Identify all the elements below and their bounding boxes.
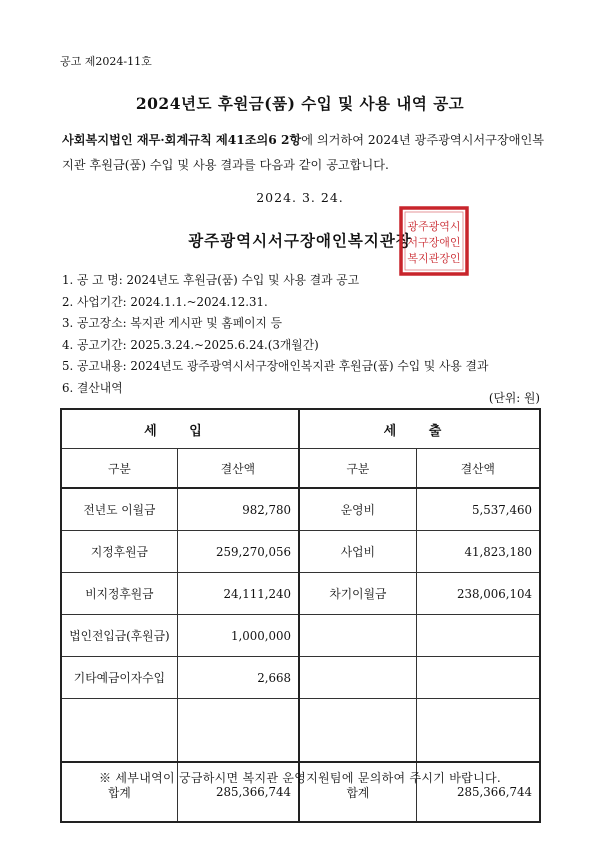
income-category-header: 구분 xyxy=(61,449,177,489)
expense-label xyxy=(299,615,416,657)
table-row xyxy=(61,657,540,699)
organization-name: 광주광역시서구장애인복지관장 xyxy=(188,231,412,250)
item-notice-period: 4. 공고기간: 2025.3.24.~2025.6.24.(3개월간) xyxy=(62,337,319,352)
income-amount: 259,270,056 xyxy=(177,531,299,573)
expense-header: 세 출 xyxy=(299,409,540,449)
expense-label xyxy=(299,699,416,763)
item-name: 1. 공 고 명: 2024년도 후원금(품) 수입 및 사용 결과 공고 xyxy=(62,273,360,287)
expense-label: 사업비 xyxy=(299,531,416,573)
income-amount: 1,000,000 xyxy=(177,615,299,657)
income-label: 지정후원금 xyxy=(61,531,177,573)
income-header: 세 입 xyxy=(61,409,299,449)
item-content: 5. 공고내용: 2024년도 광주광역시서구장애인복지관 후원금(품) 수입 및 사용 결과 xyxy=(62,359,489,373)
table-row xyxy=(61,531,540,573)
income-amount-header: 결산액 xyxy=(177,449,299,489)
expense-amount xyxy=(416,699,540,763)
income-total-amount: 285,366,744 xyxy=(177,762,299,822)
intro-text: 에 의거하여 2024년 광주광역시서구장애인복지관 후원금(품) 수입 및 사용 결과를 다음과 같이 공고합니다. xyxy=(62,133,545,172)
intro-paragraph xyxy=(62,128,552,178)
table-row-empty xyxy=(61,699,540,763)
intro-regulation: 사회복지법인 재무·회계규칙 제41조의6 2항 xyxy=(62,133,302,147)
expense-amount: 238,006,104 xyxy=(416,573,540,615)
income-label: 기타예금이자수입 xyxy=(61,657,177,699)
item-location: 3. 공고장소: 복지관 게시판 및 홈페이지 등 xyxy=(62,316,283,330)
document-title: 2024년도 후원금(품) 수입 및 사용 내역 공고 xyxy=(135,94,465,113)
seal-line-3: 복지관장인 xyxy=(407,252,461,265)
income-total-label: 합계 xyxy=(61,762,177,822)
publication-date: 2024. 3. 24. xyxy=(256,190,344,205)
item-period: 2. 사업기간: 2024.1.1.~2024.12.31. xyxy=(62,294,268,309)
seal-line-2: 서구장애인 xyxy=(407,236,461,249)
expense-category-header: 구분 xyxy=(299,449,416,489)
income-amount: 982,780 xyxy=(177,488,299,531)
expense-label: 운영비 xyxy=(299,488,416,531)
official-seal-icon xyxy=(398,205,470,277)
income-label: 비지정후원금 xyxy=(61,573,177,615)
settlement-table xyxy=(60,408,541,823)
income-amount: 2,668 xyxy=(177,657,299,699)
expense-amount xyxy=(416,615,540,657)
income-label: 법인전입금(후원금) xyxy=(61,615,177,657)
seal-line-1: 광주광역시 xyxy=(407,220,461,233)
expense-amount: 5,537,460 xyxy=(416,488,540,531)
expense-total-amount: 285,366,744 xyxy=(416,762,540,822)
item-settlement: 6. 결산내역 xyxy=(62,380,123,395)
expense-label: 차기이월금 xyxy=(299,573,416,615)
table-row xyxy=(61,573,540,615)
income-label: 전년도 이월금 xyxy=(61,488,177,531)
expense-amount: 41,823,180 xyxy=(416,531,540,573)
expense-amount-header: 결산액 xyxy=(416,449,540,489)
expense-label xyxy=(299,657,416,699)
expense-amount xyxy=(416,657,540,699)
announcement-items xyxy=(62,270,552,399)
table-row xyxy=(61,615,540,657)
income-amount xyxy=(177,699,299,763)
table-row xyxy=(61,488,540,531)
expense-total-label: 합계 xyxy=(299,762,416,822)
document-number: 공고 제2024-11호 xyxy=(60,55,152,68)
footnote: ※ 세부내역이 궁금하시면 복지관 운영지원팀에 문의하여 주시기 바랍니다. xyxy=(99,771,501,785)
income-label xyxy=(61,699,177,763)
income-amount: 24,111,240 xyxy=(177,573,299,615)
unit-label: (단위: 원) xyxy=(488,391,540,405)
